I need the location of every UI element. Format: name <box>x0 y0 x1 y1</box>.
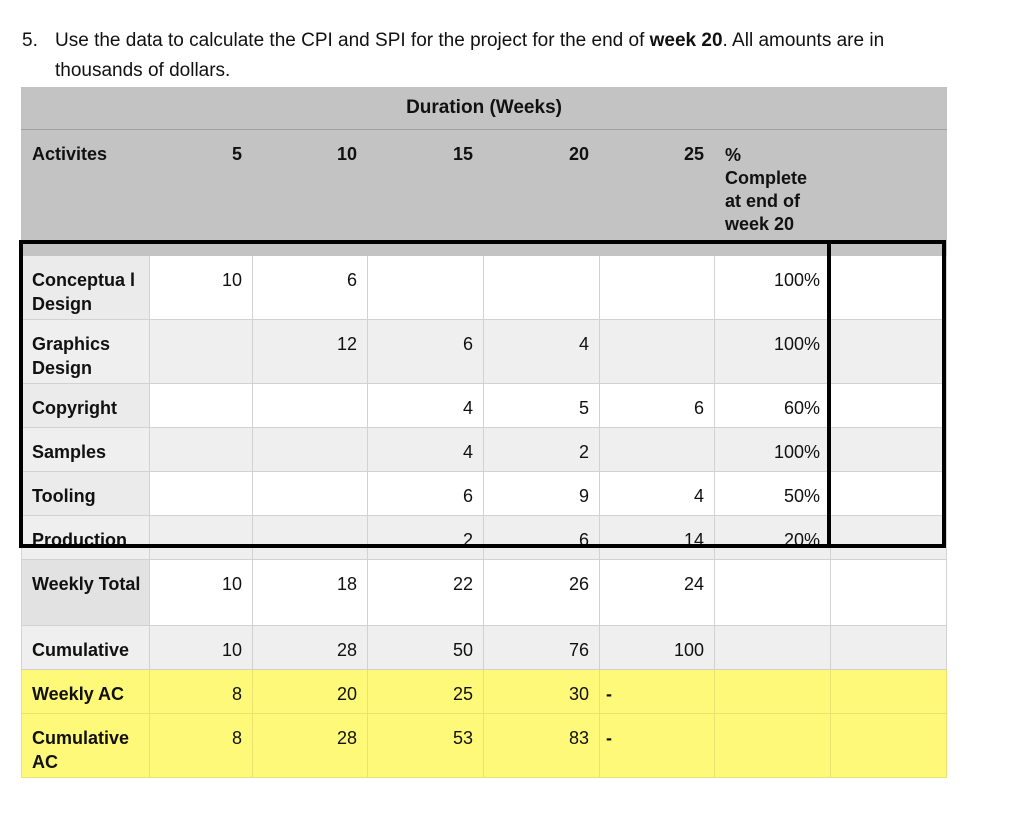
header-week-15: 15 <box>368 130 484 256</box>
table-title-cell <box>22 88 947 130</box>
cumulative-ac-row <box>22 714 947 778</box>
cell-value <box>150 428 253 472</box>
percent-complete: 100% <box>715 256 831 320</box>
cumulative-row <box>22 626 947 670</box>
cell-value: 12 <box>253 320 368 384</box>
cell-value: 9 <box>484 472 600 516</box>
activity-name: Graphics Design <box>22 320 150 384</box>
percent-complete: 100% <box>715 320 831 384</box>
cell-value: 10 <box>150 626 253 670</box>
question-text <box>55 26 955 86</box>
blank-cell <box>831 516 947 560</box>
cell-value: 20 <box>253 670 368 714</box>
cell-value: 50 <box>368 626 484 670</box>
cell-value: 6 <box>484 516 600 560</box>
blank-cell <box>831 256 947 320</box>
cell-value: 8 <box>150 714 253 778</box>
percent-complete: 50% <box>715 472 831 516</box>
blank-cell <box>831 714 947 778</box>
cell-value <box>600 428 715 472</box>
cell-value: 4 <box>600 472 715 516</box>
cell-value: 2 <box>484 428 600 472</box>
cell-value <box>253 516 368 560</box>
blank-cell <box>831 626 947 670</box>
blank-cell <box>715 560 831 626</box>
cell-value: 25 <box>368 670 484 714</box>
blank-cell <box>715 714 831 778</box>
cell-value: 28 <box>253 714 368 778</box>
blank-cell <box>831 384 947 428</box>
cell-value: 4 <box>368 428 484 472</box>
question-text-before: Use the data to calculate the CPI and SPI for the project for the end of <box>55 30 650 51</box>
cumulative-ac-label: Cumulative AC <box>22 714 150 778</box>
cell-value: 10 <box>150 256 253 320</box>
cell-value <box>150 472 253 516</box>
cell-value: 24 <box>600 560 715 626</box>
table-row <box>22 516 947 560</box>
question-text-bold: week 20 <box>649 30 723 51</box>
blank-cell <box>831 428 947 472</box>
cell-value <box>253 428 368 472</box>
blank-cell <box>831 472 947 516</box>
percent-complete: 100% <box>715 428 831 472</box>
header-percent-label: Complete at end of week 20 <box>725 168 808 234</box>
cell-value: 4 <box>368 384 484 428</box>
percent-complete: 20% <box>715 516 831 560</box>
weekly-ac-row <box>22 670 947 714</box>
cell-value: 6 <box>368 320 484 384</box>
header-percent-symbol: % <box>725 145 742 165</box>
cell-value: 22 <box>368 560 484 626</box>
cell-value <box>484 256 600 320</box>
cell-value: 26 <box>484 560 600 626</box>
activity-name: Samples <box>22 428 150 472</box>
activity-name: Conceptua l Design <box>22 256 150 320</box>
dash-mark: - <box>600 714 715 778</box>
cell-value <box>600 256 715 320</box>
header-row <box>22 130 947 256</box>
cell-value <box>253 472 368 516</box>
blank-cell <box>831 560 947 626</box>
cell-value: 10 <box>150 560 253 626</box>
header-week-20: 20 <box>484 130 600 256</box>
cell-value <box>600 320 715 384</box>
header-empty <box>831 130 947 256</box>
cell-value: 28 <box>253 626 368 670</box>
dash-mark: - <box>600 670 715 714</box>
header-week-10: 10 <box>253 130 368 256</box>
blank-cell <box>715 670 831 714</box>
cell-value: 83 <box>484 714 600 778</box>
cell-value <box>150 384 253 428</box>
cell-value <box>150 320 253 384</box>
cell-value: 18 <box>253 560 368 626</box>
header-activities: Activites <box>22 130 150 256</box>
table-title: Duration (Weeks) <box>406 97 562 118</box>
blank-cell <box>831 320 947 384</box>
table-row <box>22 428 947 472</box>
cell-value <box>368 256 484 320</box>
activity-name: Production <box>22 516 150 560</box>
question-number: 5. <box>22 30 38 51</box>
question-text-after: . All amounts are in thousands of dollars. <box>55 30 885 81</box>
table-row <box>22 472 947 516</box>
cell-value: 6 <box>253 256 368 320</box>
activity-name: Copyright <box>22 384 150 428</box>
cell-value: 4 <box>484 320 600 384</box>
weekly-total-label: Weekly Total <box>22 560 150 626</box>
cell-value: 14 <box>600 516 715 560</box>
blank-cell <box>715 626 831 670</box>
weekly-ac-label: Weekly AC <box>22 670 150 714</box>
cell-value <box>253 384 368 428</box>
table-row <box>22 384 947 428</box>
cell-value: 6 <box>368 472 484 516</box>
weekly-total-row <box>22 560 947 626</box>
cumulative-label: Cumulative <box>22 626 150 670</box>
percent-complete: 60% <box>715 384 831 428</box>
cell-value: 6 <box>600 384 715 428</box>
cell-value: 76 <box>484 626 600 670</box>
cell-value: 5 <box>484 384 600 428</box>
cell-value: 30 <box>484 670 600 714</box>
cell-value <box>150 516 253 560</box>
cell-value: 100 <box>600 626 715 670</box>
cell-value: 2 <box>368 516 484 560</box>
header-percent-complete <box>715 130 831 256</box>
blank-cell <box>831 670 947 714</box>
duration-table <box>21 87 947 778</box>
header-week-5: 5 <box>150 130 253 256</box>
cell-value: 8 <box>150 670 253 714</box>
cell-value: 53 <box>368 714 484 778</box>
header-week-25: 25 <box>600 130 715 256</box>
table-row <box>22 256 947 320</box>
table-row <box>22 320 947 384</box>
activity-name: Tooling <box>22 472 150 516</box>
